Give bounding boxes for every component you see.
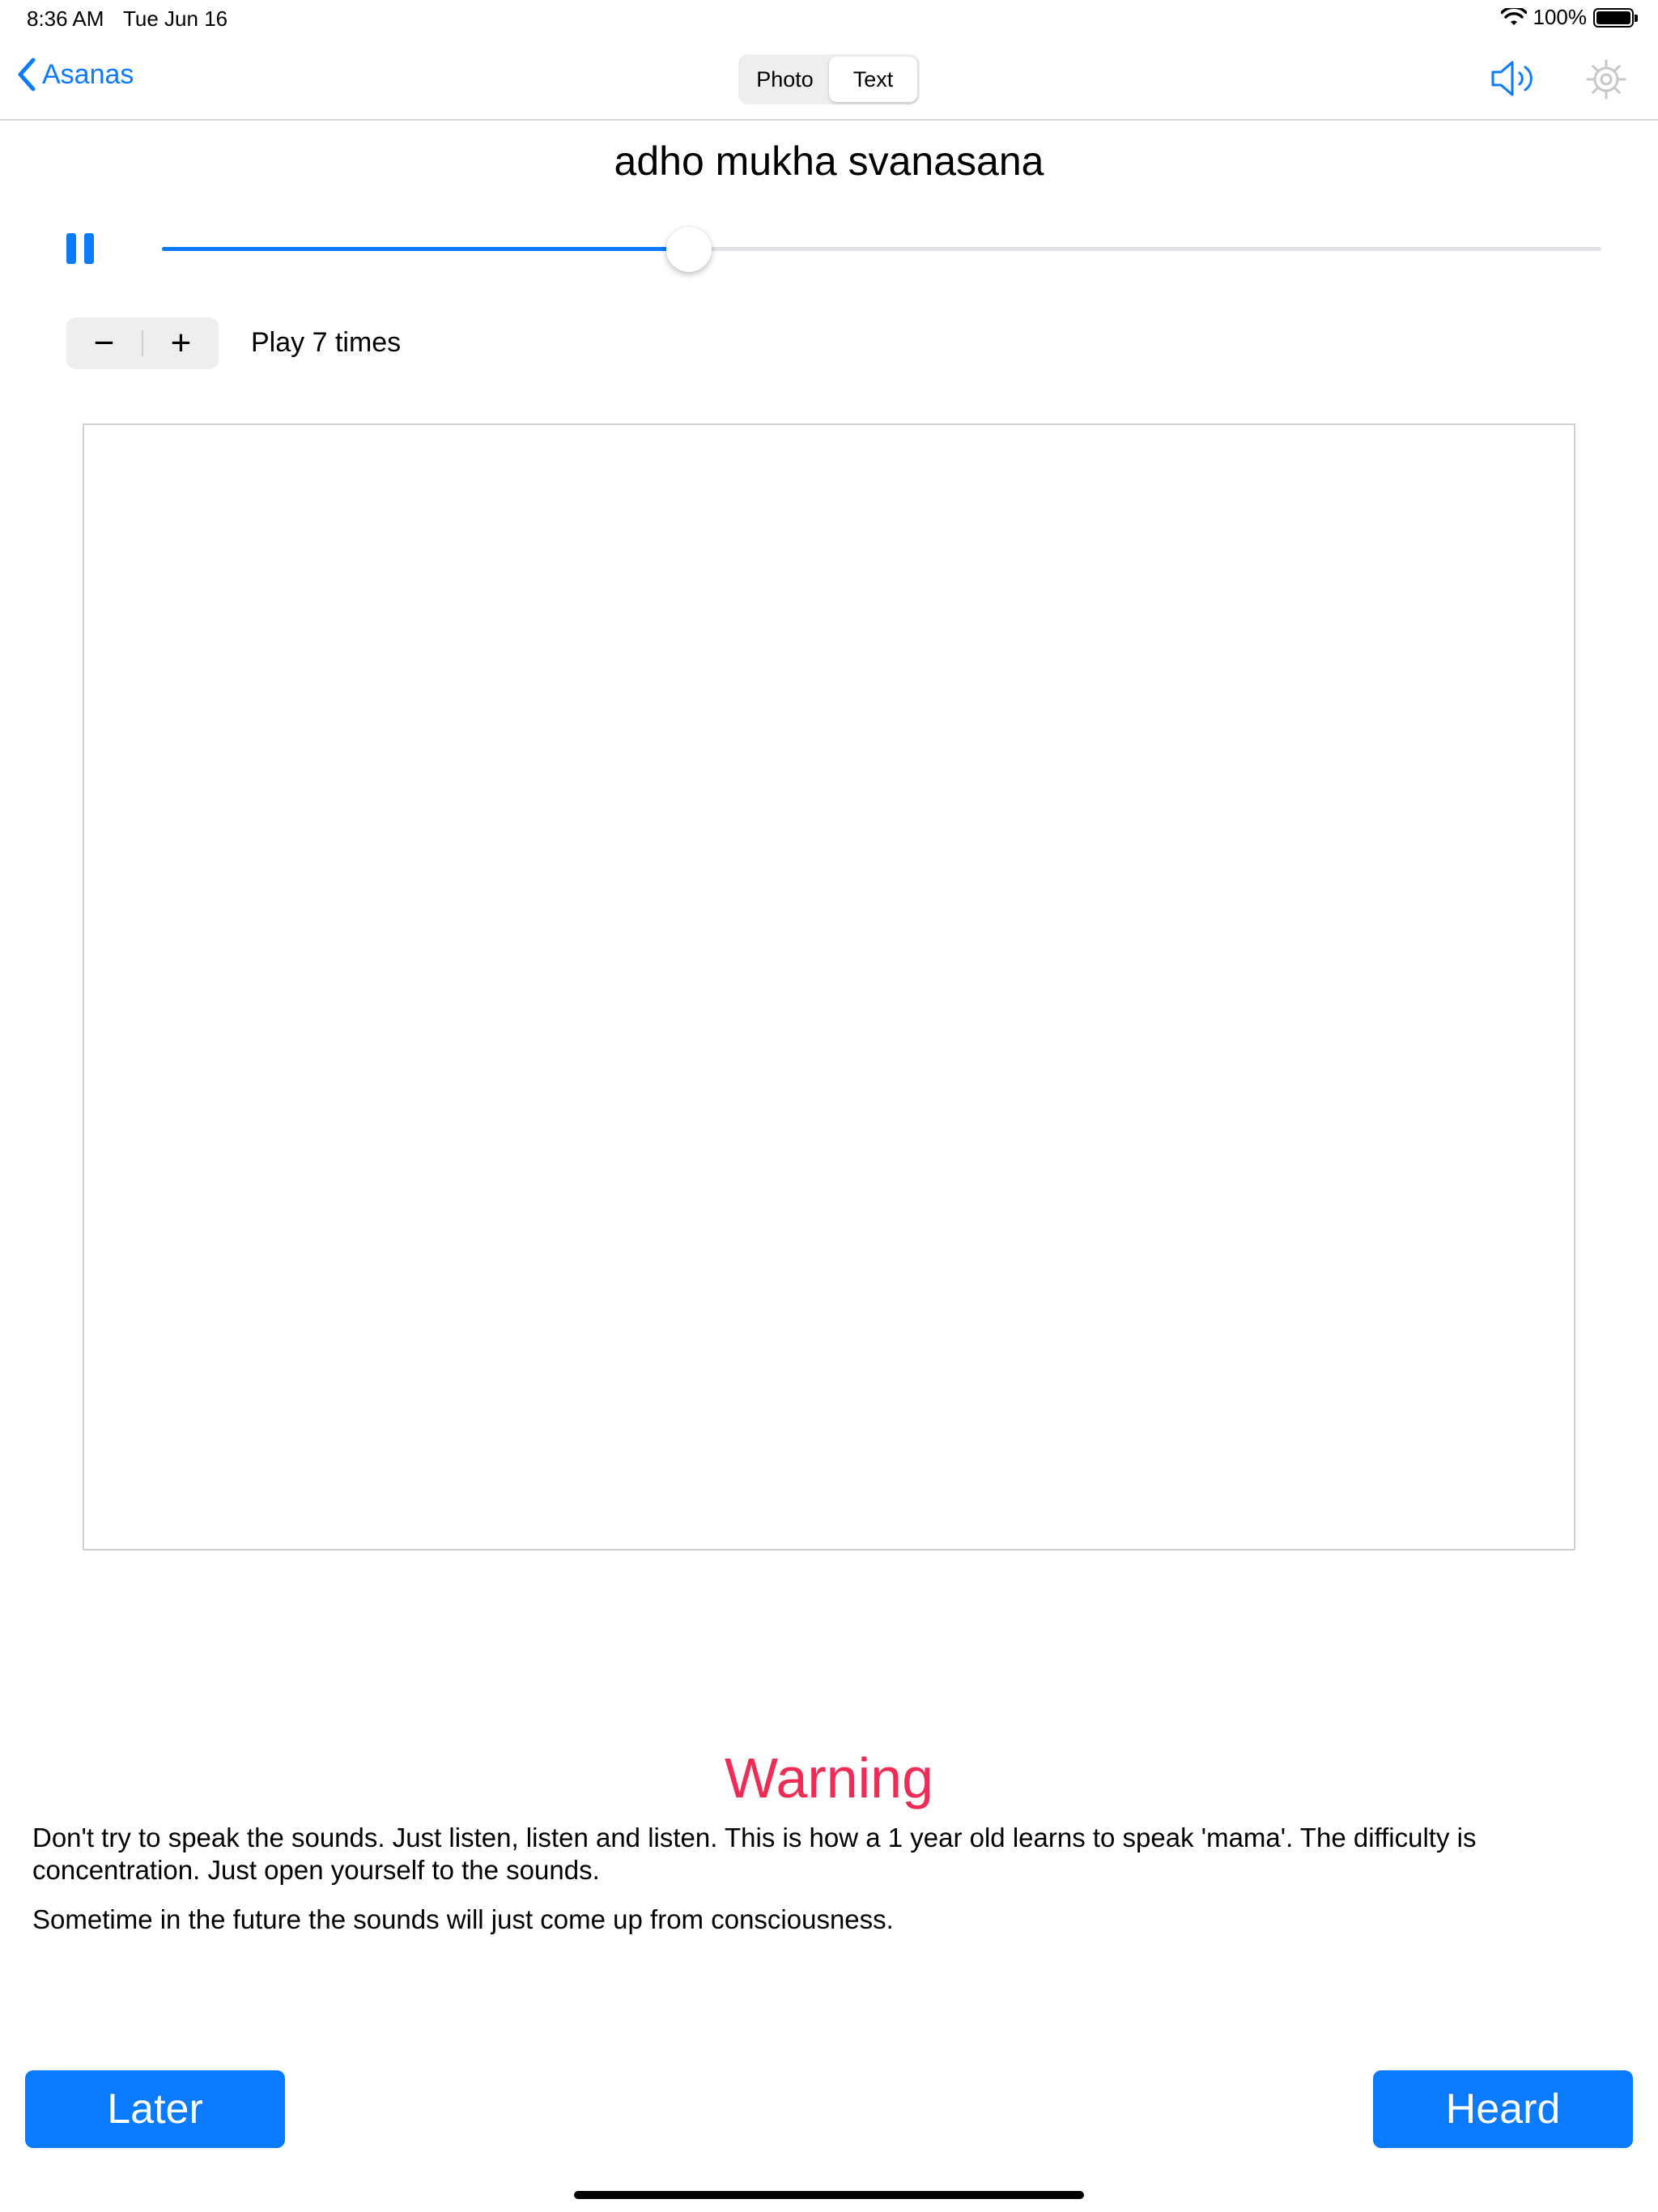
repeat-stepper bbox=[66, 317, 219, 369]
wifi-icon bbox=[1501, 8, 1527, 28]
pause-button[interactable] bbox=[66, 233, 94, 264]
tab-photo[interactable]: Photo bbox=[756, 66, 814, 91]
warning-paragraph: Don't try to speak the sounds. Just listen, listen and listen. This is how a 1 year old learns to speak 'mama'. The difficulty is concentration. Just open yourself to the sounds. bbox=[32, 1823, 1477, 1885]
heard-button[interactable]: Heard bbox=[1373, 2070, 1633, 2148]
nav-divider bbox=[0, 119, 1658, 121]
home-indicator bbox=[574, 2191, 1084, 2199]
playback-slider[interactable] bbox=[162, 247, 1601, 251]
back-label: Asanas bbox=[42, 58, 134, 90]
warning-title: Warning bbox=[724, 1746, 934, 1810]
view-segmented-control bbox=[738, 54, 920, 104]
later-button[interactable]: Later bbox=[25, 2070, 285, 2148]
status-time: 8:36 AM bbox=[27, 6, 104, 31]
warning-paragraph: Sometime in the future the sounds will just come up from consciousness. bbox=[32, 1904, 894, 1934]
back-button[interactable] bbox=[16, 57, 134, 92]
status-right bbox=[1501, 5, 1635, 30]
decrement-button[interactable]: − bbox=[93, 323, 115, 363]
text-content-box bbox=[83, 423, 1575, 1551]
battery-icon bbox=[1593, 8, 1634, 28]
play-count-label: Play 7 times bbox=[251, 327, 402, 358]
playback-slider-fill bbox=[162, 247, 689, 251]
chevron-left-icon bbox=[16, 57, 37, 92]
increment-button[interactable]: + bbox=[170, 323, 192, 363]
battery-percent: 100% bbox=[1533, 5, 1587, 29]
asana-title: adho mukha svanasana bbox=[614, 138, 1044, 184]
pause-icon bbox=[66, 233, 76, 264]
status-date: Tue Jun 16 bbox=[123, 6, 228, 31]
gear-icon[interactable] bbox=[1585, 58, 1627, 100]
speaker-icon[interactable] bbox=[1490, 58, 1538, 99]
playback-slider-thumb[interactable] bbox=[666, 227, 712, 272]
tab-text[interactable]: Text bbox=[829, 57, 917, 102]
